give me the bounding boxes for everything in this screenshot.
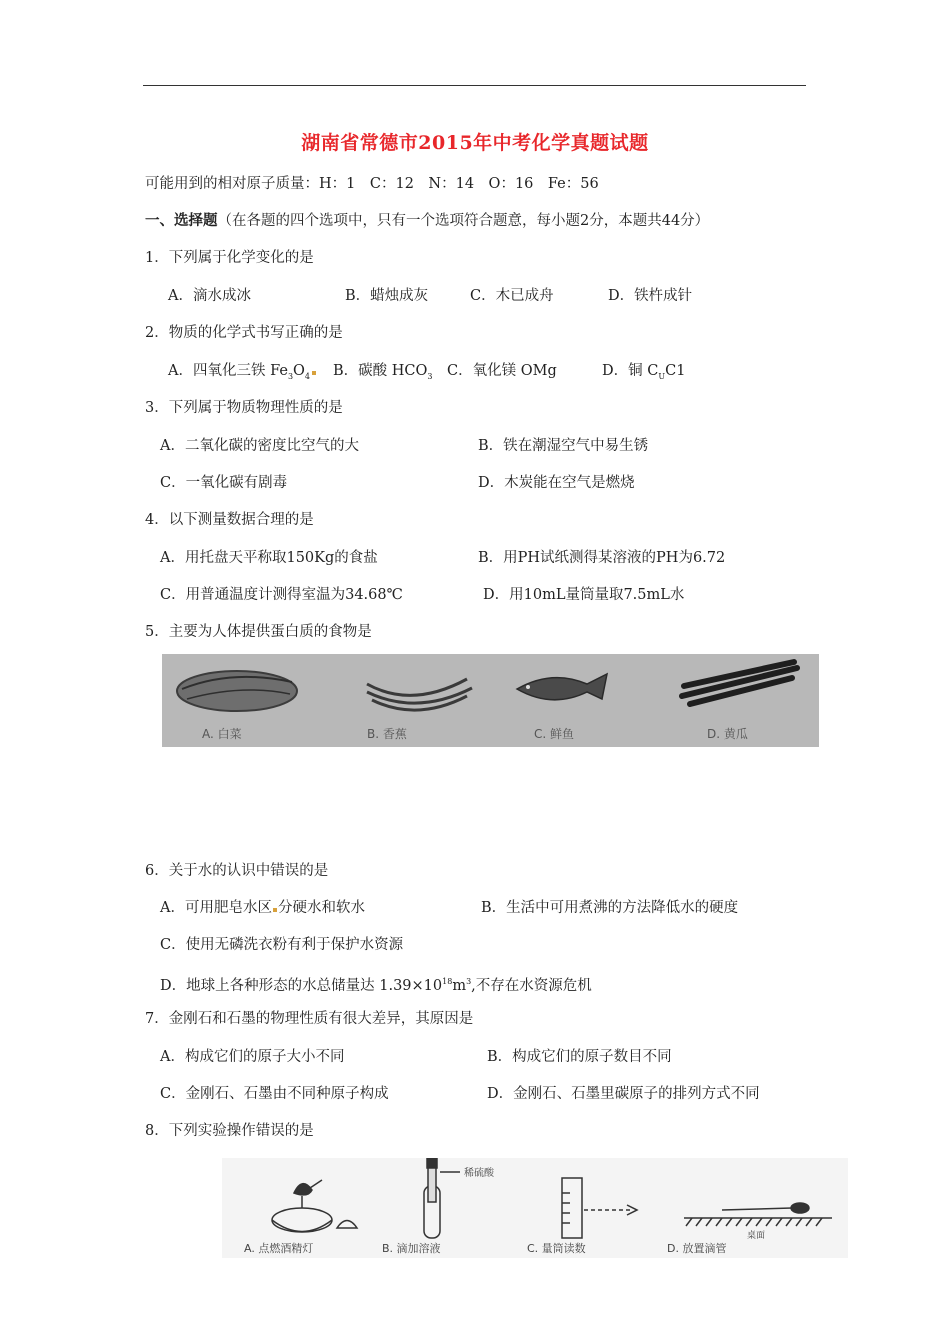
dilute-acid-label: 稀硫酸 — [464, 1168, 494, 1179]
cabbage-drawing — [177, 671, 297, 711]
food-caption-d: D. 黄瓜 — [707, 727, 748, 741]
question-2-stem: 2．物质的化学式书写正确的是 — [145, 325, 343, 341]
lab-caption-c: C. 量筒读数 — [527, 1242, 586, 1255]
q6-option-b: B．生活中可用煮沸的方法降低水的硬度 — [481, 900, 739, 916]
q1-option-b: B．蜡烛成灰 — [345, 288, 429, 304]
q4-option-a: A．用托盘天平称取150Kg的食盐 — [160, 550, 378, 566]
fish-drawing — [517, 674, 607, 700]
q7-option-b: B．构成它们的原子数目不同 — [487, 1049, 672, 1065]
cylinder-drawing — [562, 1178, 637, 1238]
q4-option-b: B．用PH试纸测得某溶液的PH为6.72 — [478, 550, 726, 566]
q7-option-a: A．构成它们的原子大小不同 — [160, 1049, 345, 1065]
blemish-mark — [273, 908, 277, 912]
q6-option-d: D．地球上各种形态的水总储量达 $1.39\times 10^{18}m^3$,不存在水资源危机 — [160, 977, 592, 994]
q7-option-d: D．金刚石、石墨里碳原子的排列方式不同 — [487, 1086, 760, 1102]
lab-caption-a: A. 点燃酒精灯 — [244, 1242, 314, 1255]
q2-option-b: B．碳酸 $HCO_3$ — [333, 363, 433, 381]
tabletop-label: 桌面 — [747, 1231, 766, 1241]
q2-option-c: C．氧化镁 OMg — [447, 363, 557, 379]
q3-option-b: B．铁在潮湿空气中易生锈 — [478, 438, 649, 454]
question-5-stem: 5．主要为人体提供蛋白质的食物是 — [145, 624, 372, 640]
question-7-stem: 7．金刚石和石墨的物理性质有很大差异，其原因是 — [145, 1011, 474, 1027]
lab-caption-d: D. 放置滴管 — [667, 1242, 727, 1255]
dropper-drawing — [684, 1203, 832, 1226]
test-tube-drawing — [424, 1158, 460, 1238]
food-pictures — [162, 654, 819, 747]
page-title: 湖南省常德市2015年中考化学真题试题 — [301, 132, 649, 154]
q6-option-a: A．可用肥皂水区 分硬水和软水 — [160, 900, 365, 916]
food-caption-c: C. 鲜鱼 — [534, 727, 575, 741]
q2-option-d: D．铜 $C_UC1$ — [602, 363, 686, 381]
q7-option-c: C．金刚石、石墨由不同种原子构成 — [160, 1086, 389, 1102]
section-heading — [145, 212, 709, 230]
food-caption-a: A. 白菜 — [202, 727, 242, 741]
header-rule — [143, 85, 806, 86]
banana-drawing — [367, 679, 472, 710]
q2-option-a: A．四氧化三铁 $Fe_3O_4$ — [168, 362, 319, 386]
question-8-stem: 8．下列实验操作错误的是 — [145, 1123, 314, 1139]
question-1-stem: 1．下列属于化学变化的是 — [145, 250, 314, 266]
lab-caption-b: B. 滴加溶液 — [382, 1242, 441, 1255]
q1-option-c: C．木已成舟 — [470, 288, 554, 304]
q3-option-c: C．一氧化碳有剧毒 — [160, 475, 288, 491]
q4-option-d: D．用10mL量筒量取7.5mL水 — [483, 587, 685, 603]
food-caption-b: B. 香蕉 — [367, 727, 407, 741]
section-title: 一、选择题 — [145, 212, 218, 229]
q3-option-d: D．木炭能在空气是燃烧 — [478, 475, 635, 491]
q4-option-c: C．用普通温度计测得室温为34.68℃ — [160, 587, 403, 603]
section-note: （在各题的四个选项中，只有一个选项符合题意，每小题2分，本题共44分） — [217, 213, 710, 229]
q6-option-c: C．使用无磷洗衣粉有利于保护水资源 — [160, 937, 404, 953]
question-4-stem: 4．以下测量数据合理的是 — [145, 512, 314, 528]
cucumber-drawing — [682, 662, 797, 704]
alcohol-lamp-drawing — [272, 1180, 357, 1232]
question-6-stem: 6．关于水的认识中错误的是 — [145, 863, 329, 879]
q3-option-a: A．二氧化碳的密度比空气的大 — [160, 438, 359, 454]
atomic-masses: 可能用到的相对原子质量：H：1 C：12 N：14 O：16 Fe：56 — [145, 176, 599, 192]
q1-option-d: D．铁杵成针 — [608, 288, 693, 304]
lab-operation-pictures — [222, 1158, 848, 1258]
question-3-stem: 3．下列属于物质物理性质的是 — [145, 400, 343, 416]
q1-option-a: A．滴水成冰 — [168, 288, 251, 304]
blemish-mark — [312, 371, 316, 375]
